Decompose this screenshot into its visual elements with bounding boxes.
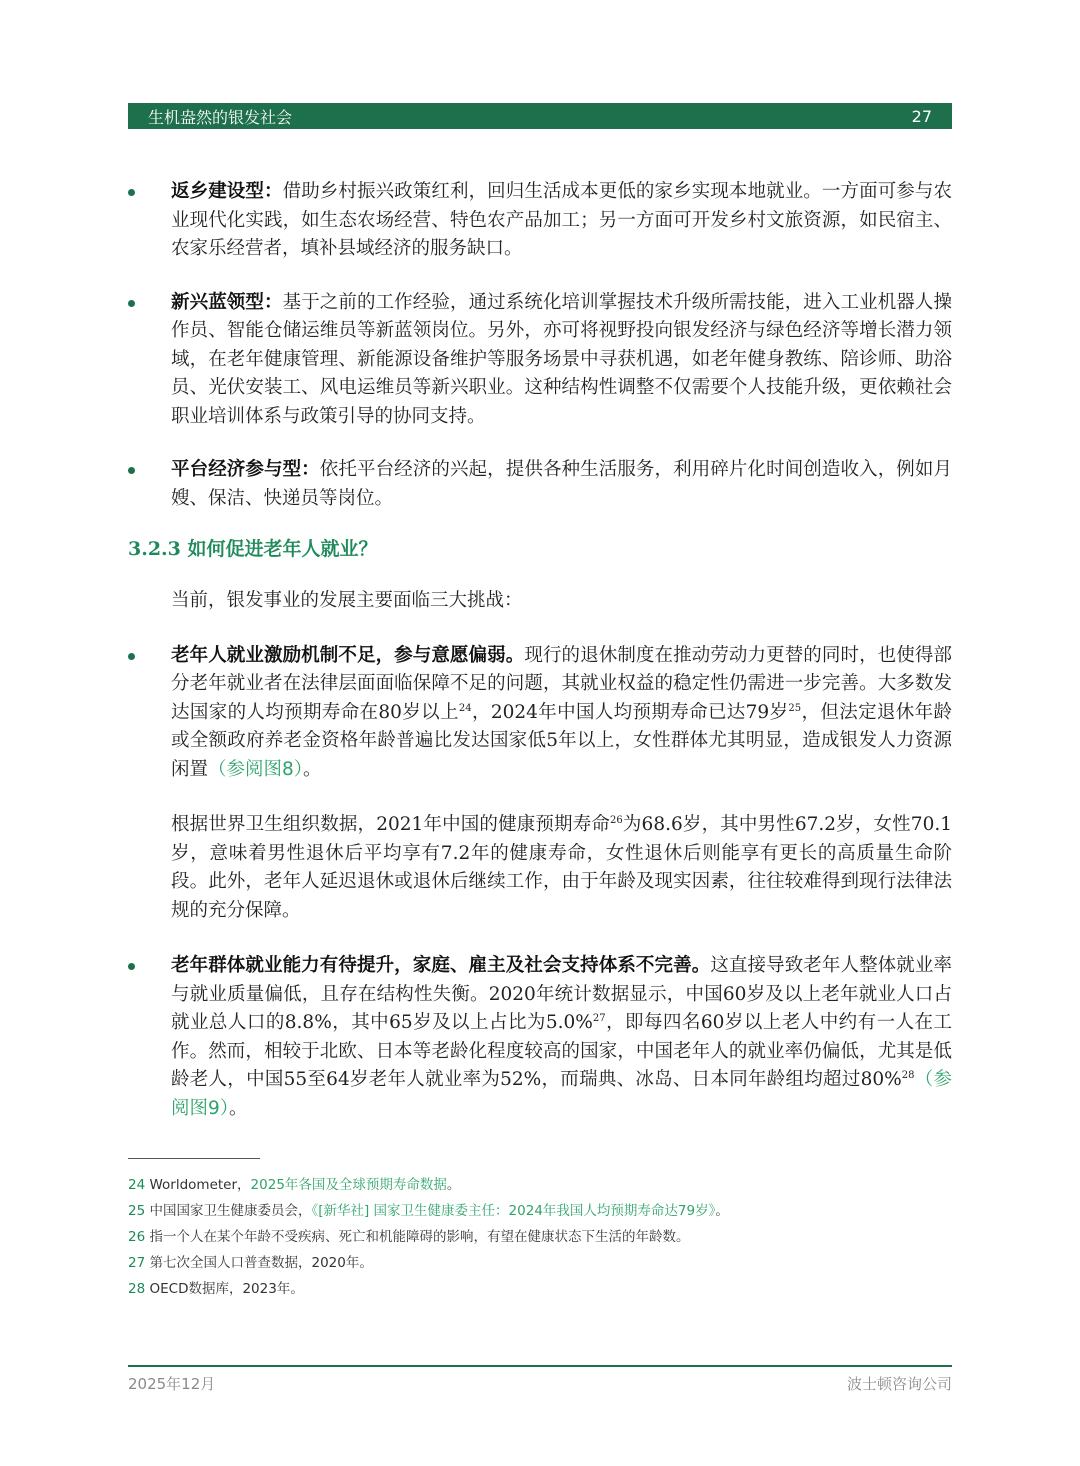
footnote-text: 第七次全国人口普查数据，2020年。 [149, 1255, 373, 1271]
footnote [128, 1172, 952, 1198]
footer-org: 波士顿咨询公司 [846, 1375, 952, 1393]
bullet-icon [128, 963, 135, 970]
bullet-text: 这直接导致老年人整体就业率与就业质量偏低，且存在结构性失衡。2020年统计数据显示，中国60岁及以上老年就业人口占就业总人口的8.8%，其中65岁及以上占比为5.0% [171, 955, 953, 1033]
figure-ref-link[interactable]: （参阅图8） [208, 758, 304, 780]
list-item [128, 642, 952, 785]
footnote-ref[interactable]: 26 [610, 814, 623, 826]
bullet-icon [128, 300, 135, 307]
footnote-text: 指一个人在某个年龄不受疾病、死亡和机能障碍的影响，有望在健康状态下生活的年龄数。 [149, 1229, 690, 1245]
footnotes [128, 1172, 952, 1302]
footnote-number: 28 [128, 1281, 146, 1297]
bullet-text: 现行的退休制度在推动劳动力更替的同时，也使得部分老年就业者在法律层面面临保障不足的问题，其就业权益的稳定性仍需进一步完善。大多数发达国家的人均预期寿命在80岁以上 [171, 644, 952, 723]
footnote-text: OECD数据库，2023年。 [149, 1281, 304, 1297]
page-number: 27 [911, 106, 932, 126]
bullet-heading: 返乡建设型： [171, 181, 283, 202]
footnote-number: 25 [128, 1203, 146, 1219]
footnote [128, 1198, 952, 1224]
footnote-text: Worldometer， [149, 1177, 251, 1193]
section-title: 3.2.3 如何促进老年人就业？ [128, 538, 378, 560]
list-item [128, 952, 952, 1123]
bullet-text: 依托平台经济的兴起，提供各种生活服务，利用碎片化时间创造收入，例如月嫂、保洁、快递员等岗位。 [171, 459, 952, 509]
footnote-text: 。 [446, 1177, 461, 1193]
footer-date: 2025年12月 [128, 1375, 216, 1393]
footnote-ref[interactable]: 24 [458, 702, 472, 714]
footnote-link[interactable]: 《[新华社] 国家卫生健康委主任：2024年我国人均预期寿命达79岁》 [311, 1203, 716, 1219]
bullet-icon [128, 189, 135, 196]
bullet-text: 。 [229, 1097, 248, 1119]
footnote-ref[interactable]: 28 [901, 1069, 915, 1081]
bullet-text: 。 [303, 758, 322, 780]
paragraph-text: 根据世界卫生组织数据，2021年中国的健康预期寿命 [171, 814, 611, 835]
bullet-heading: 新兴蓝领型： [171, 291, 283, 313]
list-item [128, 289, 952, 432]
section-intro: 当前，银发事业的发展主要面临三大挑战： [171, 590, 523, 611]
footnote [128, 1250, 952, 1276]
list-item [128, 456, 952, 513]
footnote [128, 1276, 952, 1302]
list-item [128, 178, 952, 264]
bullet-text: 借助乡村振兴政策红利，回归生活成本更低的家乡实现本地就业。一方面可参与农业现代化实践，如生态农场经营、特色农产品加工；另一方面可开发乡村文旅资源，如民宿主、农家乐经营者，填补县域经济的服务缺口。 [171, 181, 952, 259]
footnote [128, 1224, 952, 1250]
bullet-heading: 老年人就业激励机制不足，参与意愿偏弱。 [171, 644, 525, 666]
footnote-ref[interactable]: 27 [592, 1012, 606, 1024]
bullet-heading: 老年群体就业能力有待提升，家庭、雇主及社会支持体系不完善。 [171, 955, 711, 976]
footer-divider [128, 1365, 952, 1367]
paragraph-text: 为68.6岁，其中男性67.2岁，女性70.1岁，意味着男性退休后平均享有7.2年的健康寿命，女性退休后则能享有更长的高质量生命阶段。此外，老年人延迟退休或退休后继续工作，由于年龄及现实因素，往往较难得到现行法律法规的充分保障。 [171, 814, 953, 921]
bullet-text: 基于之前的工作经验，通过系统化培训掌握技术升级所需技能，进入工业机器人操作员、智能仓储运维员等新蓝领岗位。另外，亦可将视野投向银发经济与绿色经济等增长潜力领域，在老年健康管理、新能源设备维护等服务场景中寻获机遇，如老年健身教练、陪诊师、助浴员、光伏安装工、风电运维员等新兴职业。这种结构性调整不仅需要个人技能升级，更依赖社会职业培训体系与政策引导的协同支持。 [171, 291, 952, 427]
footnote-number: 24 [128, 1177, 146, 1193]
footnote-ref[interactable]: 25 [788, 702, 802, 714]
bullet-text: ，2024年中国人均预期寿命已达79岁 [471, 701, 789, 723]
bullet-heading: 平台经济参与型： [171, 459, 320, 480]
body-paragraph [128, 811, 952, 925]
footnote-text: 。 [715, 1203, 729, 1219]
header-title: 生机盎然的银发社会 [148, 107, 293, 127]
footnote-number: 26 [128, 1229, 146, 1245]
bullet-text: ，但法定退休年龄或全额政府养老金资格年龄普遍比发达国家低5年以上，女性群体尤其明显，造成银发人力资源闲置 [171, 701, 952, 780]
page-header [128, 103, 952, 129]
footnote-text: 中国国家卫生健康委员会， [149, 1203, 312, 1219]
main-content [128, 178, 952, 1123]
footnote-number: 27 [128, 1255, 146, 1271]
bullet-icon [128, 467, 135, 474]
footnote-link[interactable]: 2025年各国及全球预期寿命数据 [250, 1177, 447, 1193]
bullet-icon [128, 653, 135, 660]
page-footer [128, 1373, 952, 1394]
figure-ref-link[interactable]: （参阅图9） [171, 1069, 952, 1119]
footnote-divider [128, 1158, 260, 1159]
bullet-text: ，即每四名60岁以上老人中约有一人在工作。然而，相较于北欧、日本等老龄化程度较高的国家，中国老年人的就业率仍偏低，尤其是低龄老人，中国55至64岁老年人就业率为52%，而瑞典、冰岛、日本同年龄组均超过80% [171, 1012, 953, 1090]
